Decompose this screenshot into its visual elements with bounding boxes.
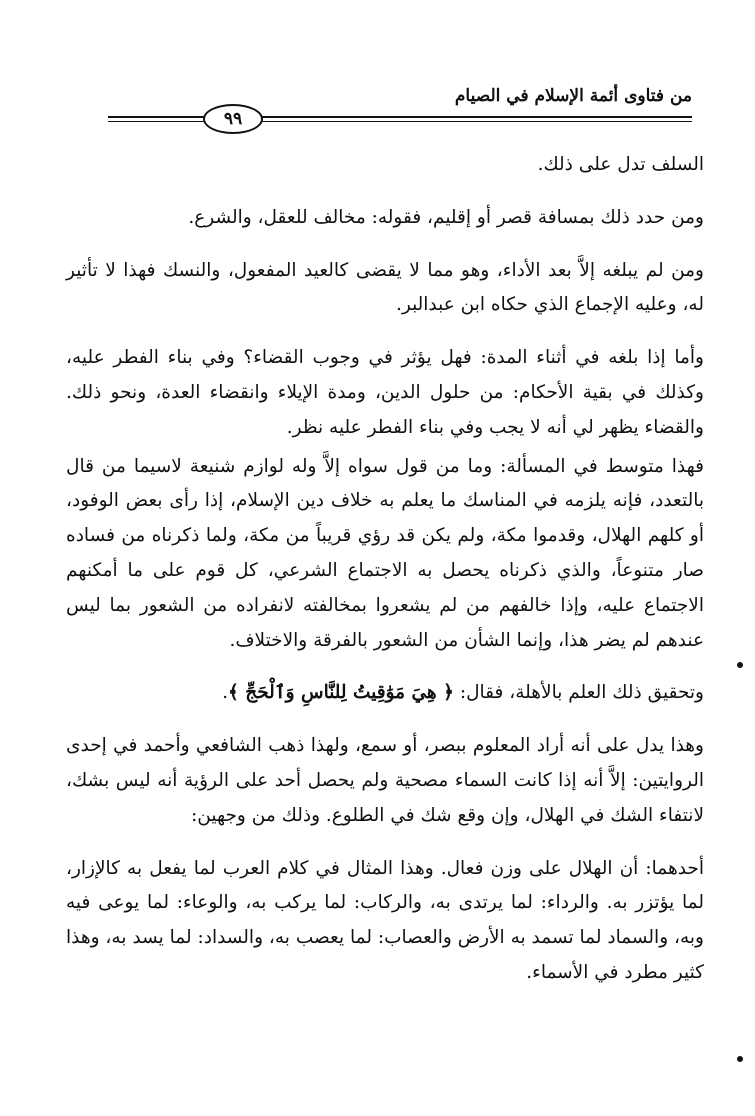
paragraph: السلف تدل على ذلك. (537, 154, 704, 175)
quran-verse: ﴿ هِيَ مَوَٰقِيتُ لِلنَّاسِ وَٱلْحَجِّ ﴾ (227, 682, 454, 704)
page-header (108, 82, 692, 132)
page-number: ٩٩ (203, 104, 263, 134)
header-rule-bottom (108, 121, 692, 122)
paragraph: وهذا يدل على أنه أراد المعلوم ببصر، أو سمع، ولهذا ذهب الشافعي وأحمد في إحدى الروايتين: إلاَّ أنه إذا كانت السماء مصحية ولم يحصل أحد على الرؤية أنه ليس بشك، لانتفاء الشك في الهلال، وإن وقع شك في الطلوع. وذلك من وجهين: (66, 735, 704, 826)
margin-dot (737, 1056, 743, 1062)
paragraph: فهذا متوسط في المسألة: وما من قول سواه إلاَّ وله لوازم شنيعة لاسيما من قال بالتعدد، فإنه يلزمه في المناسك ما يعلم به خلاف دين الإسلام، إذا رأى بعض الوفود، أو كلهم الهلال، وقدموا مكة، ولم يكن قد رؤي قريباً من مكة، ولما ذكرناه من فساده صار متنوعاً، والذي ذكرناه يحصل به الاجتماع الشرعي، كل قوم على ما أمكنهم الاجتماع عليه، وإذا خالفهم من لم يشعروا بمخالفته لانفراده من الشعور بما ليس عندهم لم يضر هذا، وإنما الشأن من الشعور بالفرقة والاختلاف. (66, 455, 704, 651)
verse-paragraph (66, 676, 704, 711)
margin-dot (737, 662, 743, 668)
paragraph: وأما إذا بلغه في أثناء المدة: فهل يؤثر في وجوب القضاء؟ وفي بناء الفطر عليه، وكذلك في بقية الأحكام: من حلول الدين، ومدة الإيلاء وانقضاء العدة، ونحو ذلك. والقضاء يظهر لي أنه لا يجب وفي بناء الفطر عليه نظر. (66, 347, 704, 438)
body-text (66, 148, 704, 991)
paragraph: ومن لم يبلغه إلاَّ بعد الأداء، وهو مما لا يقضى كالعيد المفعول، والنسك فهذا لا تأثير له، وعليه الإجماع الذي حكاه ابن عبدالبر. (66, 259, 704, 316)
verse-end: . (222, 682, 228, 704)
running-title: من فتاوى أئمة الإسلام في الصيام (454, 86, 692, 106)
verse-lead: وتحقيق ذلك العلم بالأهلة، فقال: (453, 682, 704, 704)
header-rule-top (108, 116, 692, 118)
paragraph: ومن حدد ذلك بمسافة قصر أو إقليم، فقوله: مخالف للعقل، والشرع. (188, 206, 704, 228)
paragraph: أحدهما: أن الهلال على وزن فعال. وهذا المثال في كلام العرب لما يفعل به كالإزار، لما يؤتزر به. والرداء: لما يرتدى به، والركاب: لما يركب به، والوعاء: لما يوعى فيه وبه، والسماد لما تسمد به الأرض والعصاب: لما يعصب به، والسداد: لما يسد به، وهذا كثير مطرد في الأسماء. (66, 857, 704, 983)
